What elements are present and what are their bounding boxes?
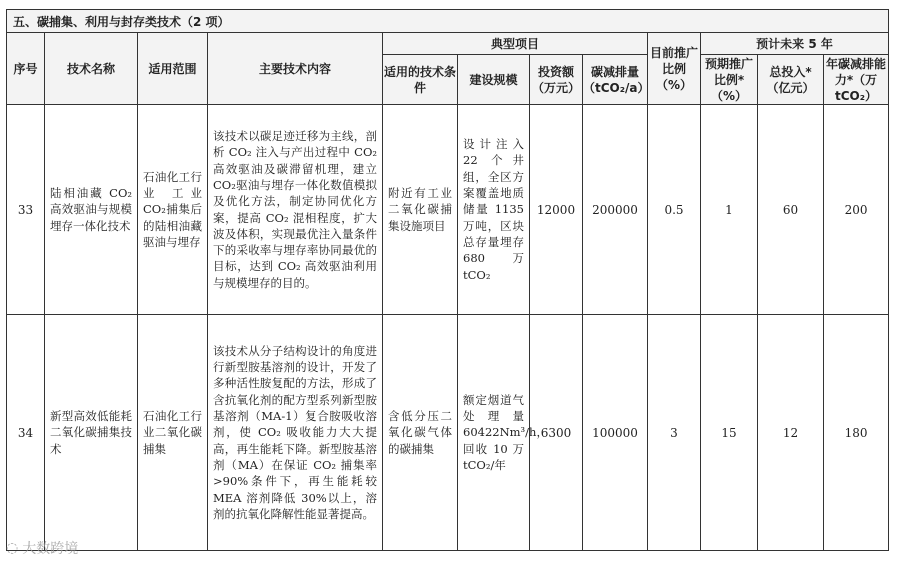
row-scope: 石油化工行业 工业CO₂捕集后的陆相油藏驱油与埋存 bbox=[138, 105, 208, 315]
row-seq: 33 bbox=[7, 105, 45, 315]
row-current-ratio: 3 bbox=[648, 315, 701, 551]
row-total-investment: 12 bbox=[758, 315, 824, 551]
header-scale: 建设规模 bbox=[458, 55, 530, 105]
header-conditions: 适用的技术条件 bbox=[383, 55, 458, 105]
table-row bbox=[7, 315, 889, 551]
header-annual-capacity: 年碳减排能力*（万 tCO₂） bbox=[824, 55, 889, 105]
header-expected-ratio: 预期推广比例*（%） bbox=[701, 55, 758, 105]
row-current-ratio: 0.5 bbox=[648, 105, 701, 315]
header-seq: 序号 bbox=[7, 33, 45, 105]
header-investment: 投资额（万元） bbox=[530, 55, 583, 105]
row-scope: 石油化工行业二氧化碳捕集 bbox=[138, 315, 208, 551]
header-current-ratio: 目前推广比例（%） bbox=[648, 33, 701, 105]
row-total-investment: 60 bbox=[758, 105, 824, 315]
row-reduction: 200000 bbox=[583, 105, 648, 315]
row-content: 该技术以碳足迹迁移为主线，剖析 CO₂ 注入与产出过程中 CO₂ 高效驱油及碳滞留机理，建立CO₂驱油与埋存一体化数值模拟及优化方法，制定协同优化方案，提高 CO₂ 混相程度，扩大波及体积，实现最优注入量条件下的采收率与埋存率协同最优的目标，达到 CO₂ 高效驱油利用与规模埋存的目的。 bbox=[208, 105, 383, 315]
row-scale: 额定烟道气处理量 60422Nm³/h，回收 10 万 tCO₂/年 bbox=[458, 315, 530, 551]
header-scope: 适用范围 bbox=[138, 33, 208, 105]
header-tech-name: 技术名称 bbox=[45, 33, 138, 105]
table-row bbox=[7, 105, 889, 315]
row-conditions: 含低分压二氧化碳气体的碳捕集 bbox=[383, 315, 458, 551]
header-content: 主要技术内容 bbox=[208, 33, 383, 105]
row-tech-name: 新型高效低能耗二氧化碳捕集技术 bbox=[45, 315, 138, 551]
watermark bbox=[6, 538, 78, 558]
row-seq: 34 bbox=[7, 315, 45, 551]
row-reduction: 100000 bbox=[583, 315, 648, 551]
header-forecast: 预计未来 5 年 bbox=[701, 33, 889, 55]
header-typical-project: 典型项目 bbox=[383, 33, 648, 55]
row-scale: 设计注入 22 个井组，全区方案覆盖地质储量 1135 万吨，区块总存量埋存 680 万 tCO₂ bbox=[458, 105, 530, 315]
row-annual-capacity: 180 bbox=[824, 315, 889, 551]
row-expected-ratio: 15 bbox=[701, 315, 758, 551]
row-investment: 6300 bbox=[530, 315, 583, 551]
section-title: 五、碳捕集、利用与封存类技术（2 项） bbox=[7, 10, 889, 33]
ccus-technology-table bbox=[6, 9, 889, 551]
header-reduction: 碳减排量（tCO₂/a） bbox=[583, 55, 648, 105]
row-expected-ratio: 1 bbox=[701, 105, 758, 315]
row-conditions: 附近有工业二氧化碳捕集设施项目 bbox=[383, 105, 458, 315]
row-investment: 12000 bbox=[530, 105, 583, 315]
row-content: 该技术从分子结构设计的角度进行新型胺基溶剂的设计，开发了多种活性胺复配的方法，形成了含抗氧化剂的配方型系列新型胺基溶剂（MA-1）复合胺吸收溶剂，使 CO₂ 吸收能力大大提高，再生能耗下降。新型胺基溶剂（MA）在保证 CO₂ 捕集率>90%条件下，再生能耗较 MEA 溶剂降低 30%以上，溶剂的抗氧化降解性能显著提高。 bbox=[208, 315, 383, 551]
row-tech-name: 陆相油藏 CO₂ 高效驱油与规模埋存一体化技术 bbox=[45, 105, 138, 315]
wechat-like-icon: ◌ bbox=[6, 540, 19, 556]
watermark-text: 大数跨境 bbox=[22, 541, 79, 557]
header-total-investment: 总投入*（亿元） bbox=[758, 55, 824, 105]
row-annual-capacity: 200 bbox=[824, 105, 889, 315]
